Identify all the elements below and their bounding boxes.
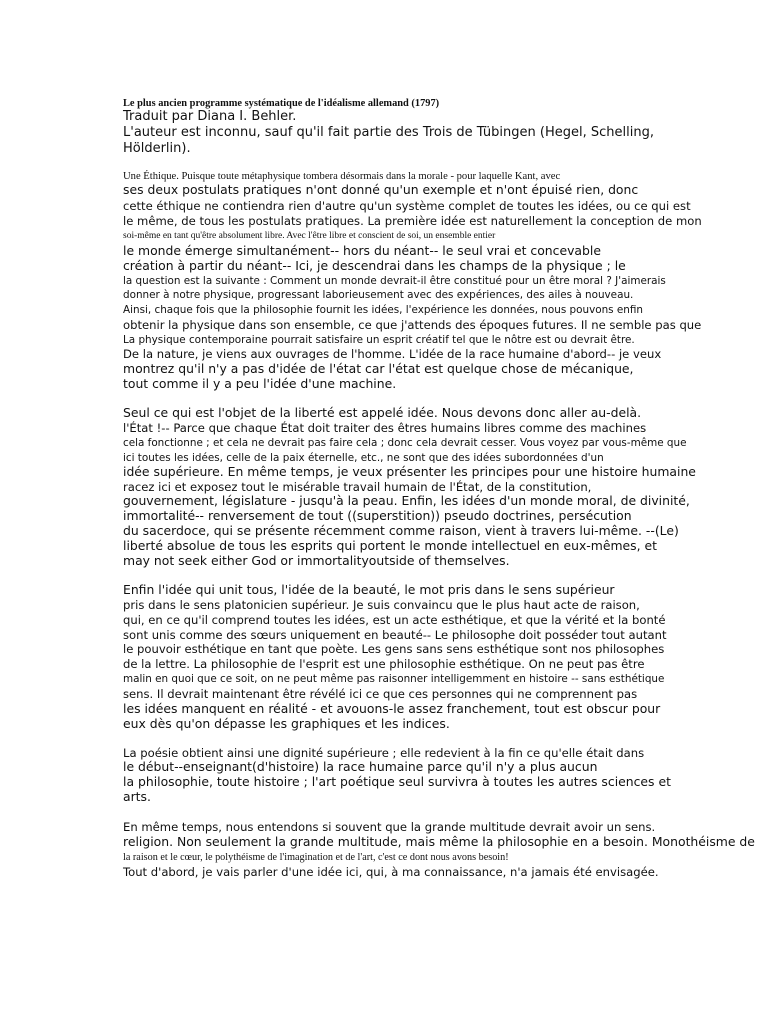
document-title: Le plus ancien programme systématique de l'idéalisme allemand (1797): [123, 98, 440, 109]
text-line: pris dans le sens platonicien supérieur. Je suis convaincu que le plus haut acte de raison,: [123, 598, 640, 612]
text-line: Enfin l'idée qui unit tous, l'idée de la beauté, le mot pris dans le sens supérieur: [123, 582, 615, 597]
text-line: les idées manquent en réalité - et avouons-le assez franchement, tout est obscur pour: [123, 701, 661, 716]
text-line: arts.: [123, 789, 151, 804]
text-line: malin en quoi que ce soit, on ne peut même pas raisonner intelligemment en histoire -- sans esthétique: [123, 673, 665, 685]
text-line: religion. Non seulement la grande multitude, mais même la philosophie en a besoin. Monothéisme de: [123, 834, 755, 849]
text-line: eux dès qu'on dépasse les graphiques et les indices.: [123, 716, 450, 731]
text-line: qui, en ce qu'il comprend toutes les idées, est un acte esthétique, et que la vérité et la bonté: [123, 613, 666, 627]
text-line: du sacerdoce, qui se présente récemment comme raison, vient à travers lui-même. --(Le): [123, 523, 679, 538]
text-line: montrez qu'il n'y a pas d'idée de l'état car l'état est quelque chose de mécanique,: [123, 361, 634, 376]
text-line: soi-même en tant qu'être absolument libre. Avec l'être libre et conscient de soi, un ensemble entier: [123, 231, 496, 241]
text-line: La poésie obtient ainsi une dignité supérieure ; elle redevient à la fin ce qu'elle était dans: [123, 746, 645, 760]
text-line: la question est la suivante : Comment un monde devrait-il être constitué pour un être moral ? J'aimerais: [123, 275, 666, 287]
text-line: La physique contemporaine pourrait satisfaire un esprit créatif tel que le nôtre est ou devrait être.: [123, 334, 635, 346]
text-line: la philosophie, toute histoire ; l'art poétique seul survivra à toutes les autres sciences et: [123, 774, 671, 789]
text-line: idée supérieure. En même temps, je veux présenter les principes pour une histoire humaine: [123, 464, 696, 479]
text-line: sens. Il devrait maintenant être révélé ici ce que ces personnes qui ne comprennent pas: [123, 687, 638, 701]
text-line: tout comme il y a peu l'idée d'une machine.: [123, 376, 397, 391]
text-line: Seul ce qui est l'objet de la liberté est appelé idée. Nous devons donc aller au-delà.: [123, 405, 642, 420]
text-line: le pouvoir esthétique en tant que poète. Les gens sans sens esthétique sont nos philosophes: [123, 642, 665, 656]
text-line: may not seek either God or immortalityoutside of themselves.: [123, 553, 510, 568]
text-line: ses deux postulats pratiques n'ont donné qu'un exemple et n'ont épuisé rien, donc: [123, 182, 639, 197]
text-line: Ainsi, chaque fois que la philosophie fournit les idées, l'expérience les données, nous pouvons enfin: [123, 304, 644, 316]
text-line: Traduit par Diana I. Behler.: [123, 109, 297, 124]
text-line: cette éthique ne contiendra rien d'autre qu'un système complet de toutes les idées, ou ce qui est: [123, 199, 691, 213]
text-line: donner à notre physique, progressant laborieusement avec des expériences, des ailes à nouveau.: [123, 289, 634, 301]
text-line: Une Éthique. Puisque toute métaphysique tombera désormais dans la morale - pour laquelle Kant, avec: [123, 171, 561, 182]
text-line: En même temps, nous entendons si souvent que la grande multitude devrait avoir un sens.: [123, 820, 656, 834]
text-line: sont unis comme des sœurs uniquement en beauté-- Le philosophe doit posséder tout autant: [123, 628, 667, 642]
text-line: gouvernement, législature - jusqu'à la peau. Enfin, les idées d'un monde moral, de divinité,: [123, 493, 690, 508]
text-line: création à partir du néant-- Ici, je descendrai dans les champs de la physique ; le: [123, 258, 626, 273]
text-line: immortalité-- renversement de tout ((superstition)) pseudo doctrines, persécution: [123, 508, 632, 523]
text-line: ici toutes les idées, celle de la paix éternelle, etc., ne sont que des idées subordonnées d'un: [123, 452, 604, 464]
text-line: le même, de tous les postulats pratiques. La première idée est naturellement la conception de mon: [123, 214, 702, 228]
text-line: Tout d'abord, je vais parler d'une idée ici, qui, à ma connaissance, n'a jamais été envisagée.: [123, 865, 659, 879]
text-line: Hölderlin).: [123, 141, 191, 156]
text-line: obtenir la physique dans son ensemble, ce que j'attends des époques futures. Il ne semble pas que: [123, 318, 702, 332]
text-line: le début--enseignant(d'histoire) la race humaine parce qu'il n'y a plus aucun: [123, 759, 598, 774]
text-line: le monde émerge simultanément-- hors du néant-- le seul vrai et concevable: [123, 243, 601, 258]
text-line: la raison et le cœur, le polythéisme de l'imagination et de l'art, c'est ce dont nous avons besoin!: [123, 852, 509, 863]
text-line: racez ici et exposez tout le misérable travail humain de l'État, de la constitution,: [123, 480, 592, 494]
text-line: cela fonctionne ; et cela ne devrait pas faire cela ; donc cela devrait cesser. Vous voyez par vous-même que: [123, 437, 687, 449]
text-line: de la lettre. La philosophie de l'esprit est une philosophie esthétique. On ne peut pas être: [123, 657, 645, 671]
text-line: liberté absolue de tous les esprits qui portent le monde intellectuel en eux-mêmes, et: [123, 538, 657, 553]
text-line: De la nature, je viens aux ouvrages de l'homme. L'idée de la race humaine d'abord-- je veux: [123, 347, 662, 361]
text-line: L'auteur est inconnu, sauf qu'il fait partie des Trois de Tübingen (Hegel, Schelling,: [123, 125, 654, 140]
text-line: l'État !-- Parce que chaque État doit traiter des êtres humains libres comme des machines: [123, 421, 647, 435]
